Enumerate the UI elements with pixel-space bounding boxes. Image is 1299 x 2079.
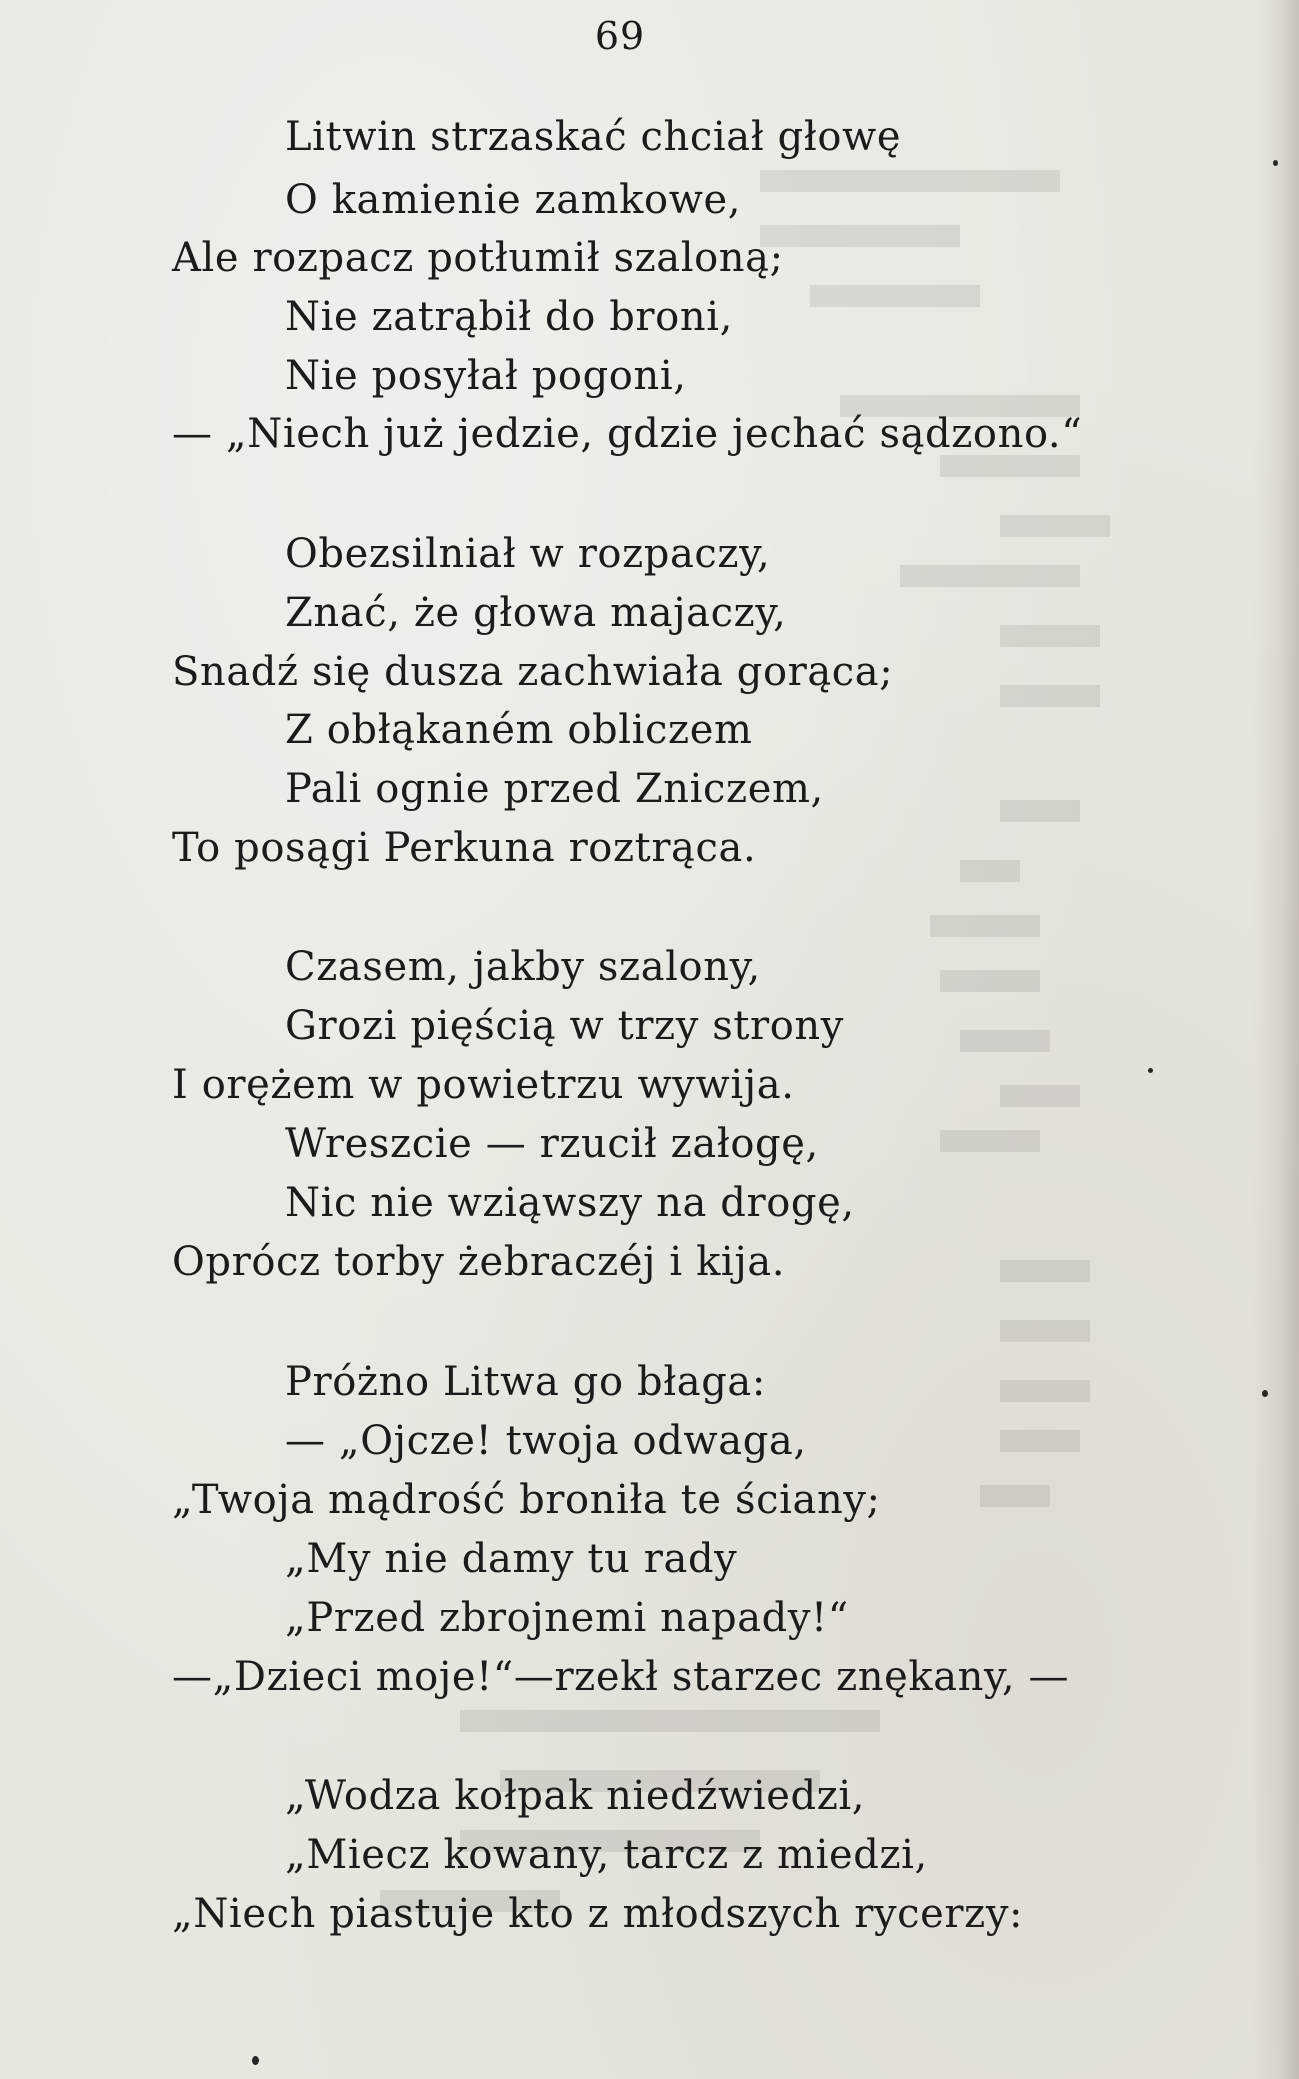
- poem-line: „Twoja mądrość broniła te ściany;: [172, 1477, 881, 1523]
- page-number: 69: [594, 14, 646, 58]
- poem-line: Ale rozpacz potłumił szaloną;: [172, 235, 784, 281]
- poem-line: „Przed zbrojnemi napady!“: [285, 1595, 849, 1641]
- poem-line: Próżno Litwa go błaga:: [285, 1359, 766, 1405]
- ink-speck: [252, 2056, 259, 2065]
- poem-line: — „Niech już jedzie, gdzie jechać sądzono.“: [172, 411, 1083, 457]
- page-edge-shadow: [1253, 0, 1299, 2079]
- poem-line: O kamienie zamkowe,: [285, 177, 742, 223]
- poem-line: Nie zatrąbił do broni,: [285, 294, 733, 340]
- poem-line: Wreszcie — rzucił załogę,: [285, 1121, 819, 1167]
- poem-line: „Niech piastuje kto z młodszych rycerzy:: [172, 1891, 1024, 1937]
- poem-line: Nic nie wziąwszy na drogę,: [285, 1180, 855, 1226]
- poem-line: Z obłąkaném obliczem: [285, 707, 753, 753]
- poem-line: I orężem w powietrzu wywija.: [172, 1062, 795, 1108]
- ink-speck: [1273, 160, 1278, 166]
- poem-line: To posągi Perkuna roztrąca.: [172, 825, 757, 871]
- poem-line: Znać, że głowa majaczy,: [285, 590, 787, 636]
- poem-line: Snadź się dusza zachwiała gorąca;: [172, 649, 894, 695]
- poem-line: — „Ojcze! twoja odwaga,: [285, 1418, 807, 1464]
- poem-line: Oprócz torby żebraczéj i kija.: [172, 1239, 786, 1285]
- ink-speck: [1262, 1390, 1268, 1397]
- ink-speck: [1148, 1068, 1153, 1073]
- poem-line: Pali ognie przed Zniczem,: [285, 766, 824, 812]
- poem-line: Obezsilniał w rozpaczy,: [285, 531, 771, 577]
- poem-line: Grozi pięścią w trzy strony: [285, 1003, 844, 1049]
- poem-line: Nie posyłał pogoni,: [285, 353, 687, 399]
- poem-line: Czasem, jakby szalony,: [285, 944, 761, 990]
- poem-line: Litwin strzaskać chciał głowę: [285, 114, 902, 160]
- poem-line: „Miecz kowany, tarcz z miedzi,: [285, 1832, 928, 1878]
- poem-line: —„Dzieci moje!“—rzekł starzec znękany, —: [172, 1654, 1070, 1700]
- poem-line: „My nie damy tu rady: [285, 1536, 738, 1582]
- poem-line: „Wodza kołpak niedźwiedzi,: [285, 1773, 866, 1819]
